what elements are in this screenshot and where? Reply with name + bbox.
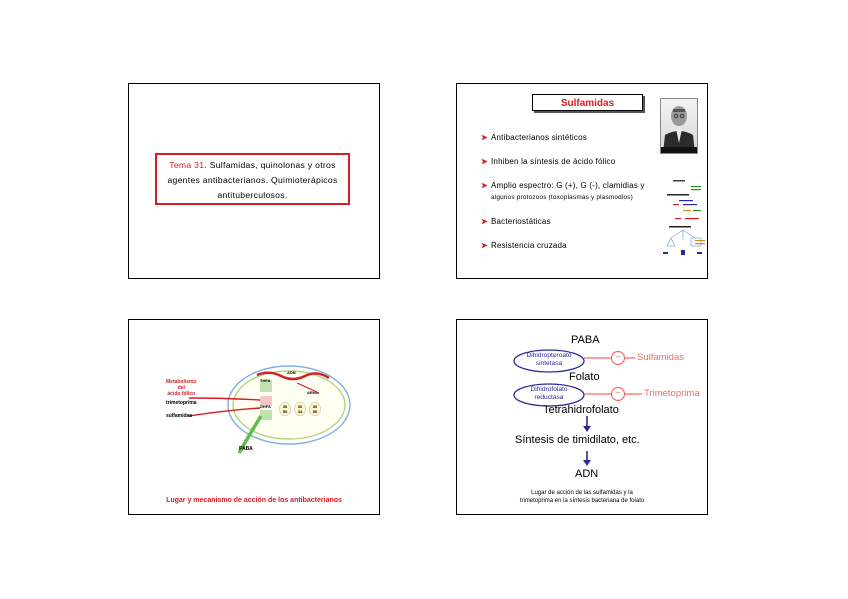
ribosome-label: 50 [312,409,318,414]
trimethoprim-label: trimetoprima [166,400,197,406]
thf-node: Tetrahidrofolato [543,404,619,416]
bullet-item: ➤ Antibacterianos sintéticos [481,133,587,142]
slide-2 [456,83,708,279]
slide-3 [128,319,380,515]
trimetoprima-label: Trimetoprima [644,388,700,399]
sulfamidas-label: Sulfamidas [637,352,684,363]
minus-icon: – [615,387,621,397]
bullet-arrow-icon: ➤ [481,241,488,250]
ribosome-label: 30 [282,404,288,409]
adn-node: ADN [575,468,599,480]
slide-caption: Lugar de acción de las sulfamidas y la trimetoprima en la síntesis bacteriana de folato [519,490,645,504]
enzyme-dihydropteroate: Dihidropteroato sintetasa [526,352,572,367]
adn-label: ADN [287,370,296,375]
arnm-label: ARNm [307,390,320,395]
slide-1 [128,83,380,279]
ribosome-label: 34 [297,409,303,414]
slide-4 [456,319,708,515]
topic-title-box [155,153,350,205]
bullet-arrow-icon: ➤ [481,181,488,190]
ribosome-label: 50 [282,409,288,414]
bullet-arrow-icon: ➤ [481,217,488,226]
ribosome-label: 30 [312,404,318,409]
slide-title: Sulfamidas [532,94,643,111]
folate-pathway-diagram [457,320,708,515]
minus-icon: – [615,351,621,361]
folato-node: Folato [569,371,600,383]
paba-node: PABA [571,334,600,346]
paba-label: PABA [239,446,253,452]
ribosome-label: 30 [297,404,303,409]
enzyme-dihydrofolate: Dihidrofolato reductasa [530,386,568,401]
folate-metabolism-label: Metabolismo del ácido fólico [166,379,197,397]
slide-caption: Lugar y mecanismo de acción de los antibacterianos [166,497,342,504]
sulfonamides-label: sulfamidas [166,413,193,419]
bullet-list [481,132,671,264]
bullet-item: ➤ Amplio espectro: G (+), G (-), clamidias y algunos protozoos (toxoplasmas y plasmodios) [481,181,645,201]
bullet-item: ➤ Bacteriostáticas [481,217,551,226]
bullet-arrow-icon: ➤ [481,157,488,166]
dhfa-label: DHFA [260,404,271,409]
sintesis-node: Síntesis de timidilato, etc. [515,434,640,446]
mini-structure-diagram [661,180,707,276]
thfa-label: THFA [260,378,271,383]
topic-text: . Sulfamidas, quinolonas y otros agentes antibacterianos. Quimioterápicos antituberculosos. [167,160,338,200]
bullet-item: ➤ Resistencia cruzada [481,241,567,250]
bullet-arrow-icon: ➤ [481,133,488,142]
bullet-item: ➤ Inhiben la síntesis de ácido fólico [481,157,616,166]
topic-number: Tema 31 [169,160,205,170]
